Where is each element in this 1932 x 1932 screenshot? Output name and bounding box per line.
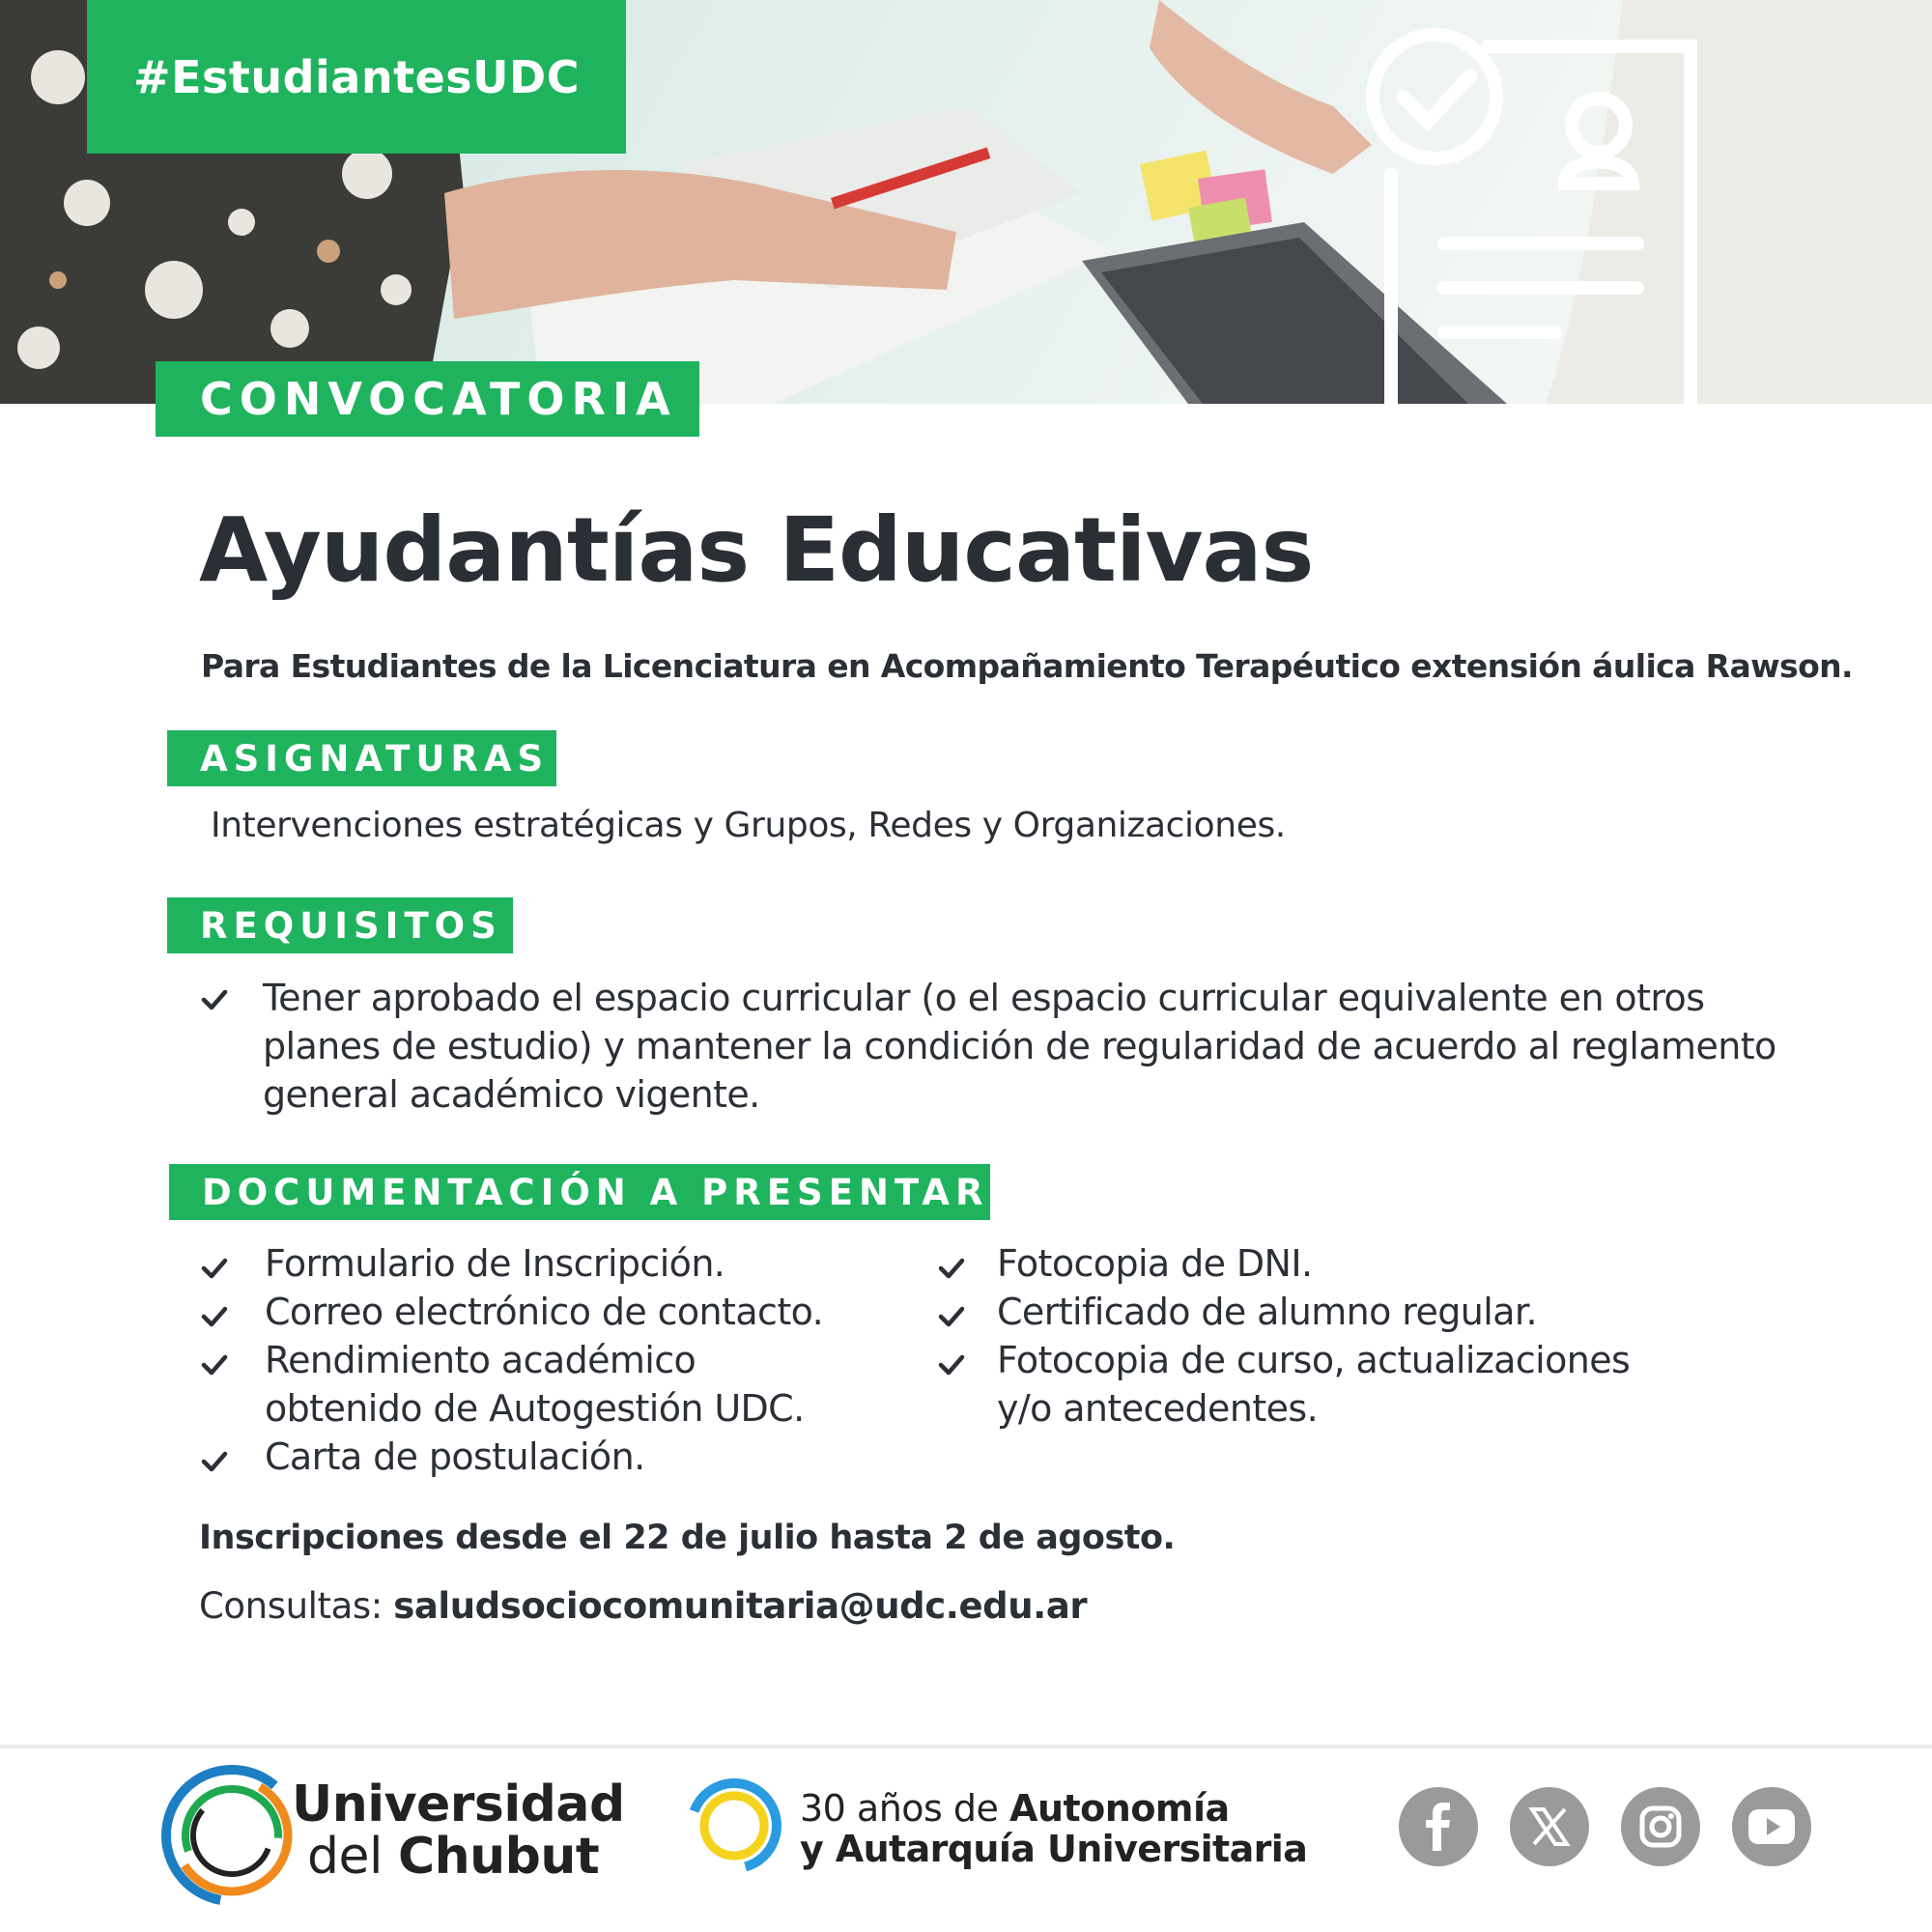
doc-item: Fotocopia de curso, actualizaciones: [997, 1339, 1631, 1381]
check-icon: [200, 1254, 229, 1283]
udc-name-del: del: [307, 1828, 383, 1886]
requisitos-line: planes de estudio) y mantener la condición de regularidad de acuerdo al reglamento: [263, 1025, 1776, 1067]
check-icon: [200, 1302, 229, 1331]
hashtag-badge: #EstudiantesUDC: [87, 0, 626, 154]
udc-name-line2: [307, 1828, 599, 1886]
autonomia-line2: y Autarquía Universitaria: [800, 1828, 1308, 1870]
hero-banner: [0, 0, 1932, 404]
doc-item: Certificado de alumno regular.: [997, 1291, 1537, 1333]
inscripciones-dates: Inscripciones desde el 22 de julio hasta 2 de agosto.: [199, 1519, 1176, 1557]
doc-item: y/o antecedentes.: [997, 1387, 1319, 1430]
consultas-email[interactable]: saludsociocomunitaria@udc.edu.ar: [393, 1585, 1088, 1627]
check-icon: [937, 1254, 966, 1283]
autonomia-logo-icon: [682, 1774, 786, 1878]
doc-item: obtenido de Autogestión UDC.: [265, 1387, 805, 1430]
doc-item: Carta de postulación.: [265, 1435, 645, 1478]
requisitos-line: Tener aprobado el espacio curricular (o el espacio curricular equivalente en otros: [263, 977, 1705, 1019]
check-icon: [937, 1350, 966, 1379]
facebook-icon[interactable]: [1399, 1787, 1478, 1866]
asignaturas-label: ASIGNATURAS: [167, 730, 556, 786]
youtube-icon[interactable]: [1732, 1787, 1811, 1866]
doc-item: Formulario de Inscripción.: [265, 1242, 725, 1285]
doc-item: Rendimiento académico: [265, 1339, 696, 1381]
check-icon: [937, 1302, 966, 1331]
autonomia-line1: [800, 1787, 1230, 1830]
consultas-line: [199, 1585, 1087, 1627]
convocatoria-label: CONVOCATORIA: [156, 361, 699, 437]
check-icon: [200, 985, 229, 1014]
documentacion-label: DOCUMENTACIÓN A PRESENTAR: [169, 1164, 990, 1220]
requisitos-line: general académico vigente.: [263, 1073, 760, 1116]
check-icon: [200, 1350, 229, 1379]
udc-logo-icon: [155, 1758, 309, 1913]
requisitos-label: REQUISITOS: [167, 897, 513, 953]
udc-name-line1: Universidad: [292, 1776, 625, 1833]
doc-item: Correo electrónico de contacto.: [265, 1291, 824, 1333]
autonomia-prefix: 30 años de: [800, 1787, 999, 1830]
requisitos-text: [263, 974, 1789, 1119]
check-icon: [200, 1447, 229, 1476]
udc-name-chubut: Chubut: [397, 1828, 600, 1886]
footer-divider: [0, 1745, 1932, 1748]
autonomia-bold: Autonomía: [1009, 1787, 1230, 1830]
asignaturas-text: Intervenciones estratégicas y Grupos, Redes y Organizaciones.: [211, 806, 1286, 845]
page-title: Ayudantías Educativas: [199, 498, 1314, 602]
consultas-label: Consultas:: [199, 1585, 383, 1627]
doc-item: Fotocopia de DNI.: [997, 1242, 1313, 1285]
page-subtitle: Para Estudiantes de la Licenciatura en Acompañamiento Terapéutico extensión áulica Rawson.: [201, 647, 1853, 685]
x-icon[interactable]: [1510, 1787, 1589, 1866]
instagram-icon[interactable]: [1621, 1787, 1700, 1866]
